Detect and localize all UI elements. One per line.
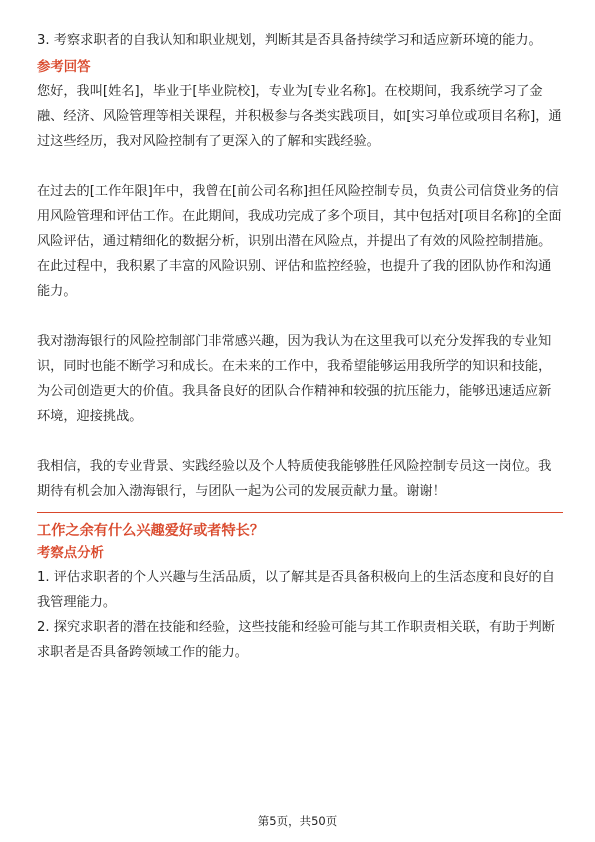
page-number: 第5页，共50页	[257, 814, 338, 828]
document-page	[37, 28, 563, 665]
question-point-3: 3. 考察求职者的自我认知和职业规划，判断其是否具备持续学习和适应新环境的能力。	[37, 33, 542, 48]
answer-heading: 参考回答	[37, 60, 91, 75]
analysis-point-1: 1. 评估求职者的个人兴趣与生活品质，以了解其是否具备积极向上的生活态度和良好的自我管理能力。	[37, 570, 555, 610]
answer-paragraph-4: 我相信，我的专业背景、实践经验以及个人特质使我能够胜任风险控制专员这一岗位。我期待有机会加入渤海银行，与团队一起为公司的发展贡献力量。谢谢！	[37, 459, 552, 499]
answer-paragraph-2: 在过去的[工作年限]年中，我曾在[前公司名称]担任风险控制专员，负责公司信贷业务的信用风险管理和评估工作。在此期间，我成功完成了多个项目，其中包括对[项目名称]的全面风险评估，通过精细化的数据分析，识别出潜在风险点，并提出了有效的风险控制措施。在此过程中，我积累了丰富的风险识别、评估和监控经验，也提升了我的团队协作和沟通能力。	[37, 184, 562, 299]
analysis-point-2: 2. 探究求职者的潜在技能和经验，这些技能和经验可能与其工作职责相关联，有助于判断求职者是否具备跨领域工作的能力。	[37, 620, 555, 660]
question-title: 工作之余有什么兴趣爱好或者特长？	[37, 523, 265, 539]
answer-paragraph-1: 您好，我叫[姓名]，毕业于[毕业院校]，专业为[专业名称]。在校期间，我系统学习了金融、经济、风险管理等相关课程，并积极参与各类实践项目，如[实习单位或项目名称]，通过这些经历，我对风险控制有了更深入的了解和实践经验。	[37, 84, 562, 149]
section-divider	[37, 512, 563, 513]
analysis-heading: 考察点分析	[37, 546, 104, 561]
answer-paragraph-3: 我对渤海银行的风险控制部门非常感兴趣，因为我认为在这里我可以充分发挥我的专业知识，同时也能不断学习和成长。在未来的工作中，我希望能够运用我所学的知识和技能，为公司创造更大的价值。我具备良好的团队合作精神和较强的抗压能力，能够迅速适应新环境，迎接挑战。	[37, 334, 552, 424]
